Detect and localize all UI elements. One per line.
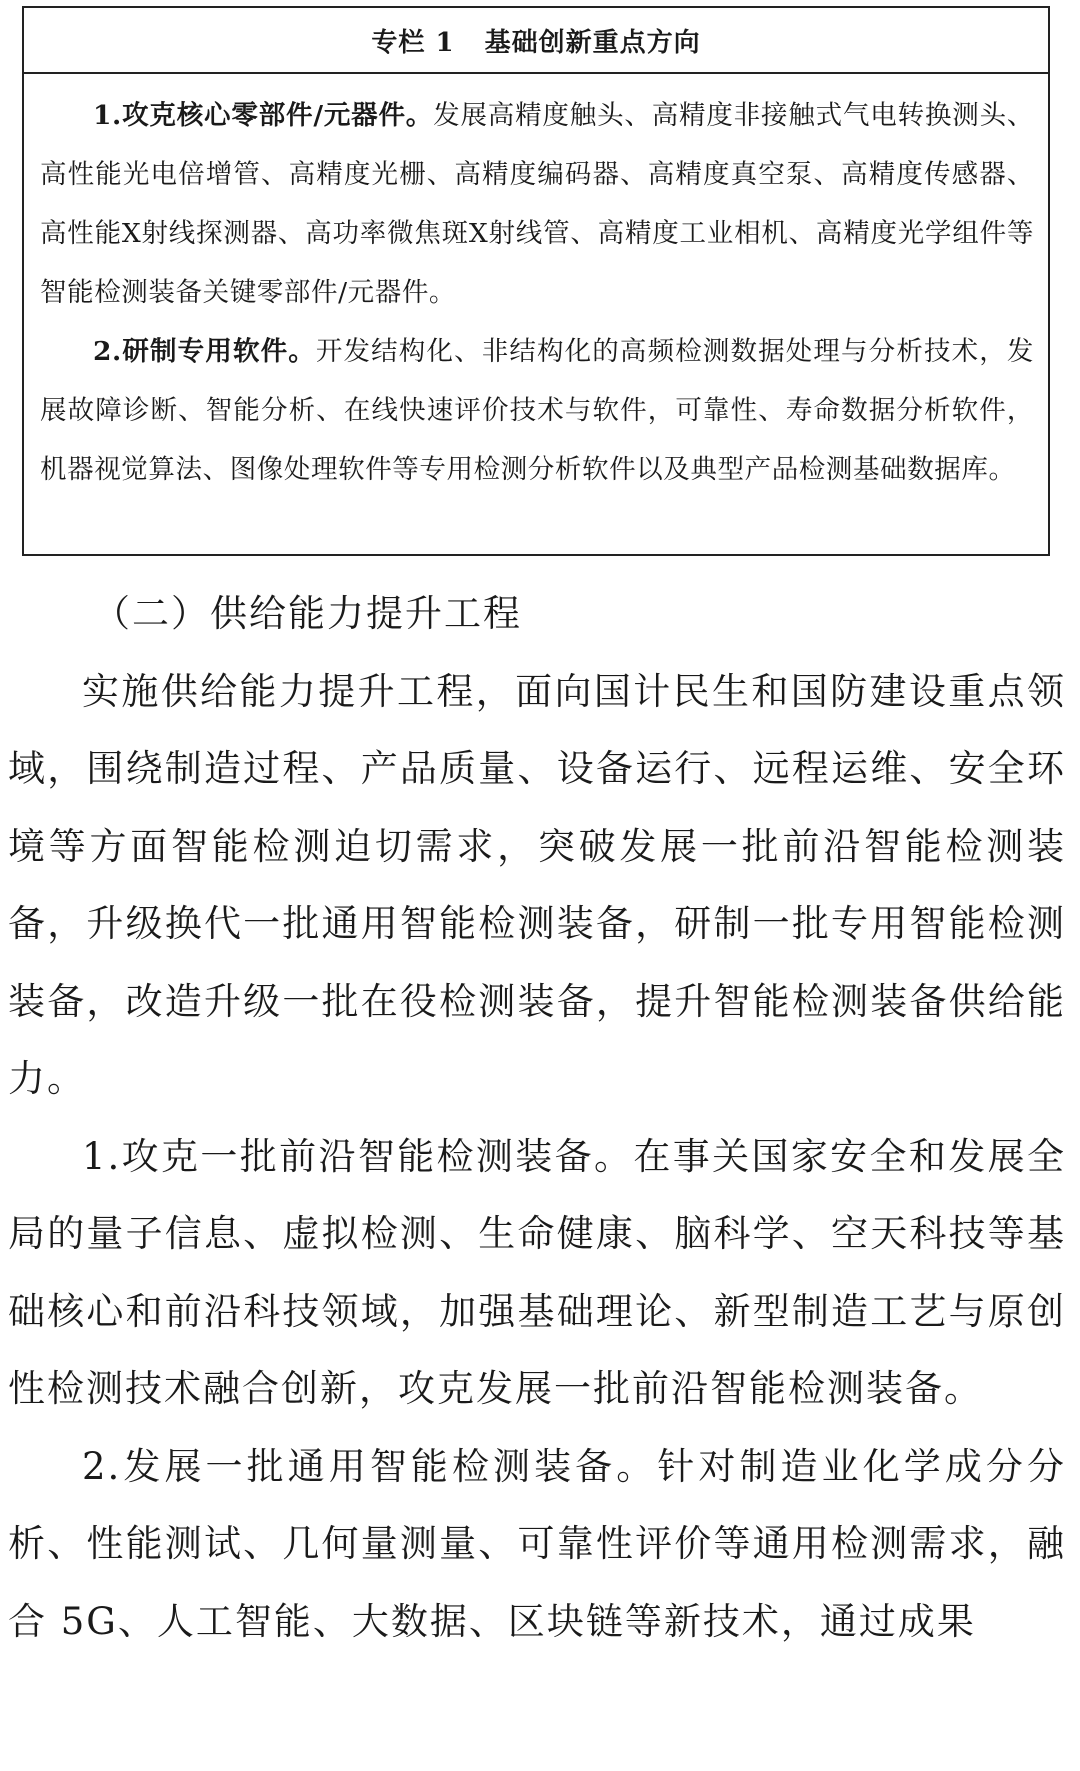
column-box-title-main: 基础创新重点方向 [484, 27, 701, 58]
column-item-2-text: 开发结构化、非结构化的高频检测数据处理与分析技术，发展故障诊断、智能分析、在线快速评价技术与软件，可靠性、寿命数据分析软件，机器视觉算法、图像处理软件等专用检测分析软件以及典型产品检测基础数据库。 [40, 336, 1034, 485]
column-item-1 [40, 86, 1034, 322]
column-box-title-prefix: 专栏 1 [371, 27, 455, 58]
column-item-2-label: 2.研制专用软件。 [93, 336, 316, 367]
column-item-2 [40, 322, 1034, 499]
column-box [22, 6, 1050, 556]
column-item-1-text: 发展高精度触头、高精度非接触式气电转换测头、高性能光电倍增管、高精度光栅、高精度编码器、高精度真空泵、高精度传感器、高性能X射线探测器、高功率微焦斑X射线管、高精度工业相机、高精度光学组件等智能检测装备关键零部件/元器件。 [40, 100, 1035, 308]
paragraph-item-1: 1.攻克一批前沿智能检测装备。在事关国家安全和发展全局的量子信息、虚拟检测、生命健康、脑科学、空天科技等基础核心和前沿科技领域，加强基础理论、新型制造工艺与原创性检测技术融合创新，攻克发展一批前沿智能检测装备。 [8, 1134, 1066, 1410]
main-text [8, 575, 1066, 1660]
section-heading: （二）供给能力提升工程 [93, 592, 522, 635]
column-item-1-label: 1.攻克核心零部件/元器件。 [93, 100, 434, 131]
column-box-title [24, 8, 1048, 74]
column-box-body [24, 74, 1048, 499]
paragraph-item-2: 2.发展一批通用智能检测装备。针对制造业化学成分分析、性能测试、几何量测量、可靠性评价等通用检测需求，融合 5G、人工智能、大数据、区块链等新技术，通过成果 [8, 1444, 1066, 1643]
paragraph-intro: 实施供给能力提升工程，面向国计民生和国防建设重点领域，围绕制造过程、产品质量、设备运行、远程运维、安全环境等方面智能检测迫切需求，突破发展一批前沿智能检测装备，升级换代一批通用智能检测装备，研制一批专用智能检测装备，改造升级一批在役检测装备，提升智能检测装备供给能力。 [8, 669, 1066, 1100]
